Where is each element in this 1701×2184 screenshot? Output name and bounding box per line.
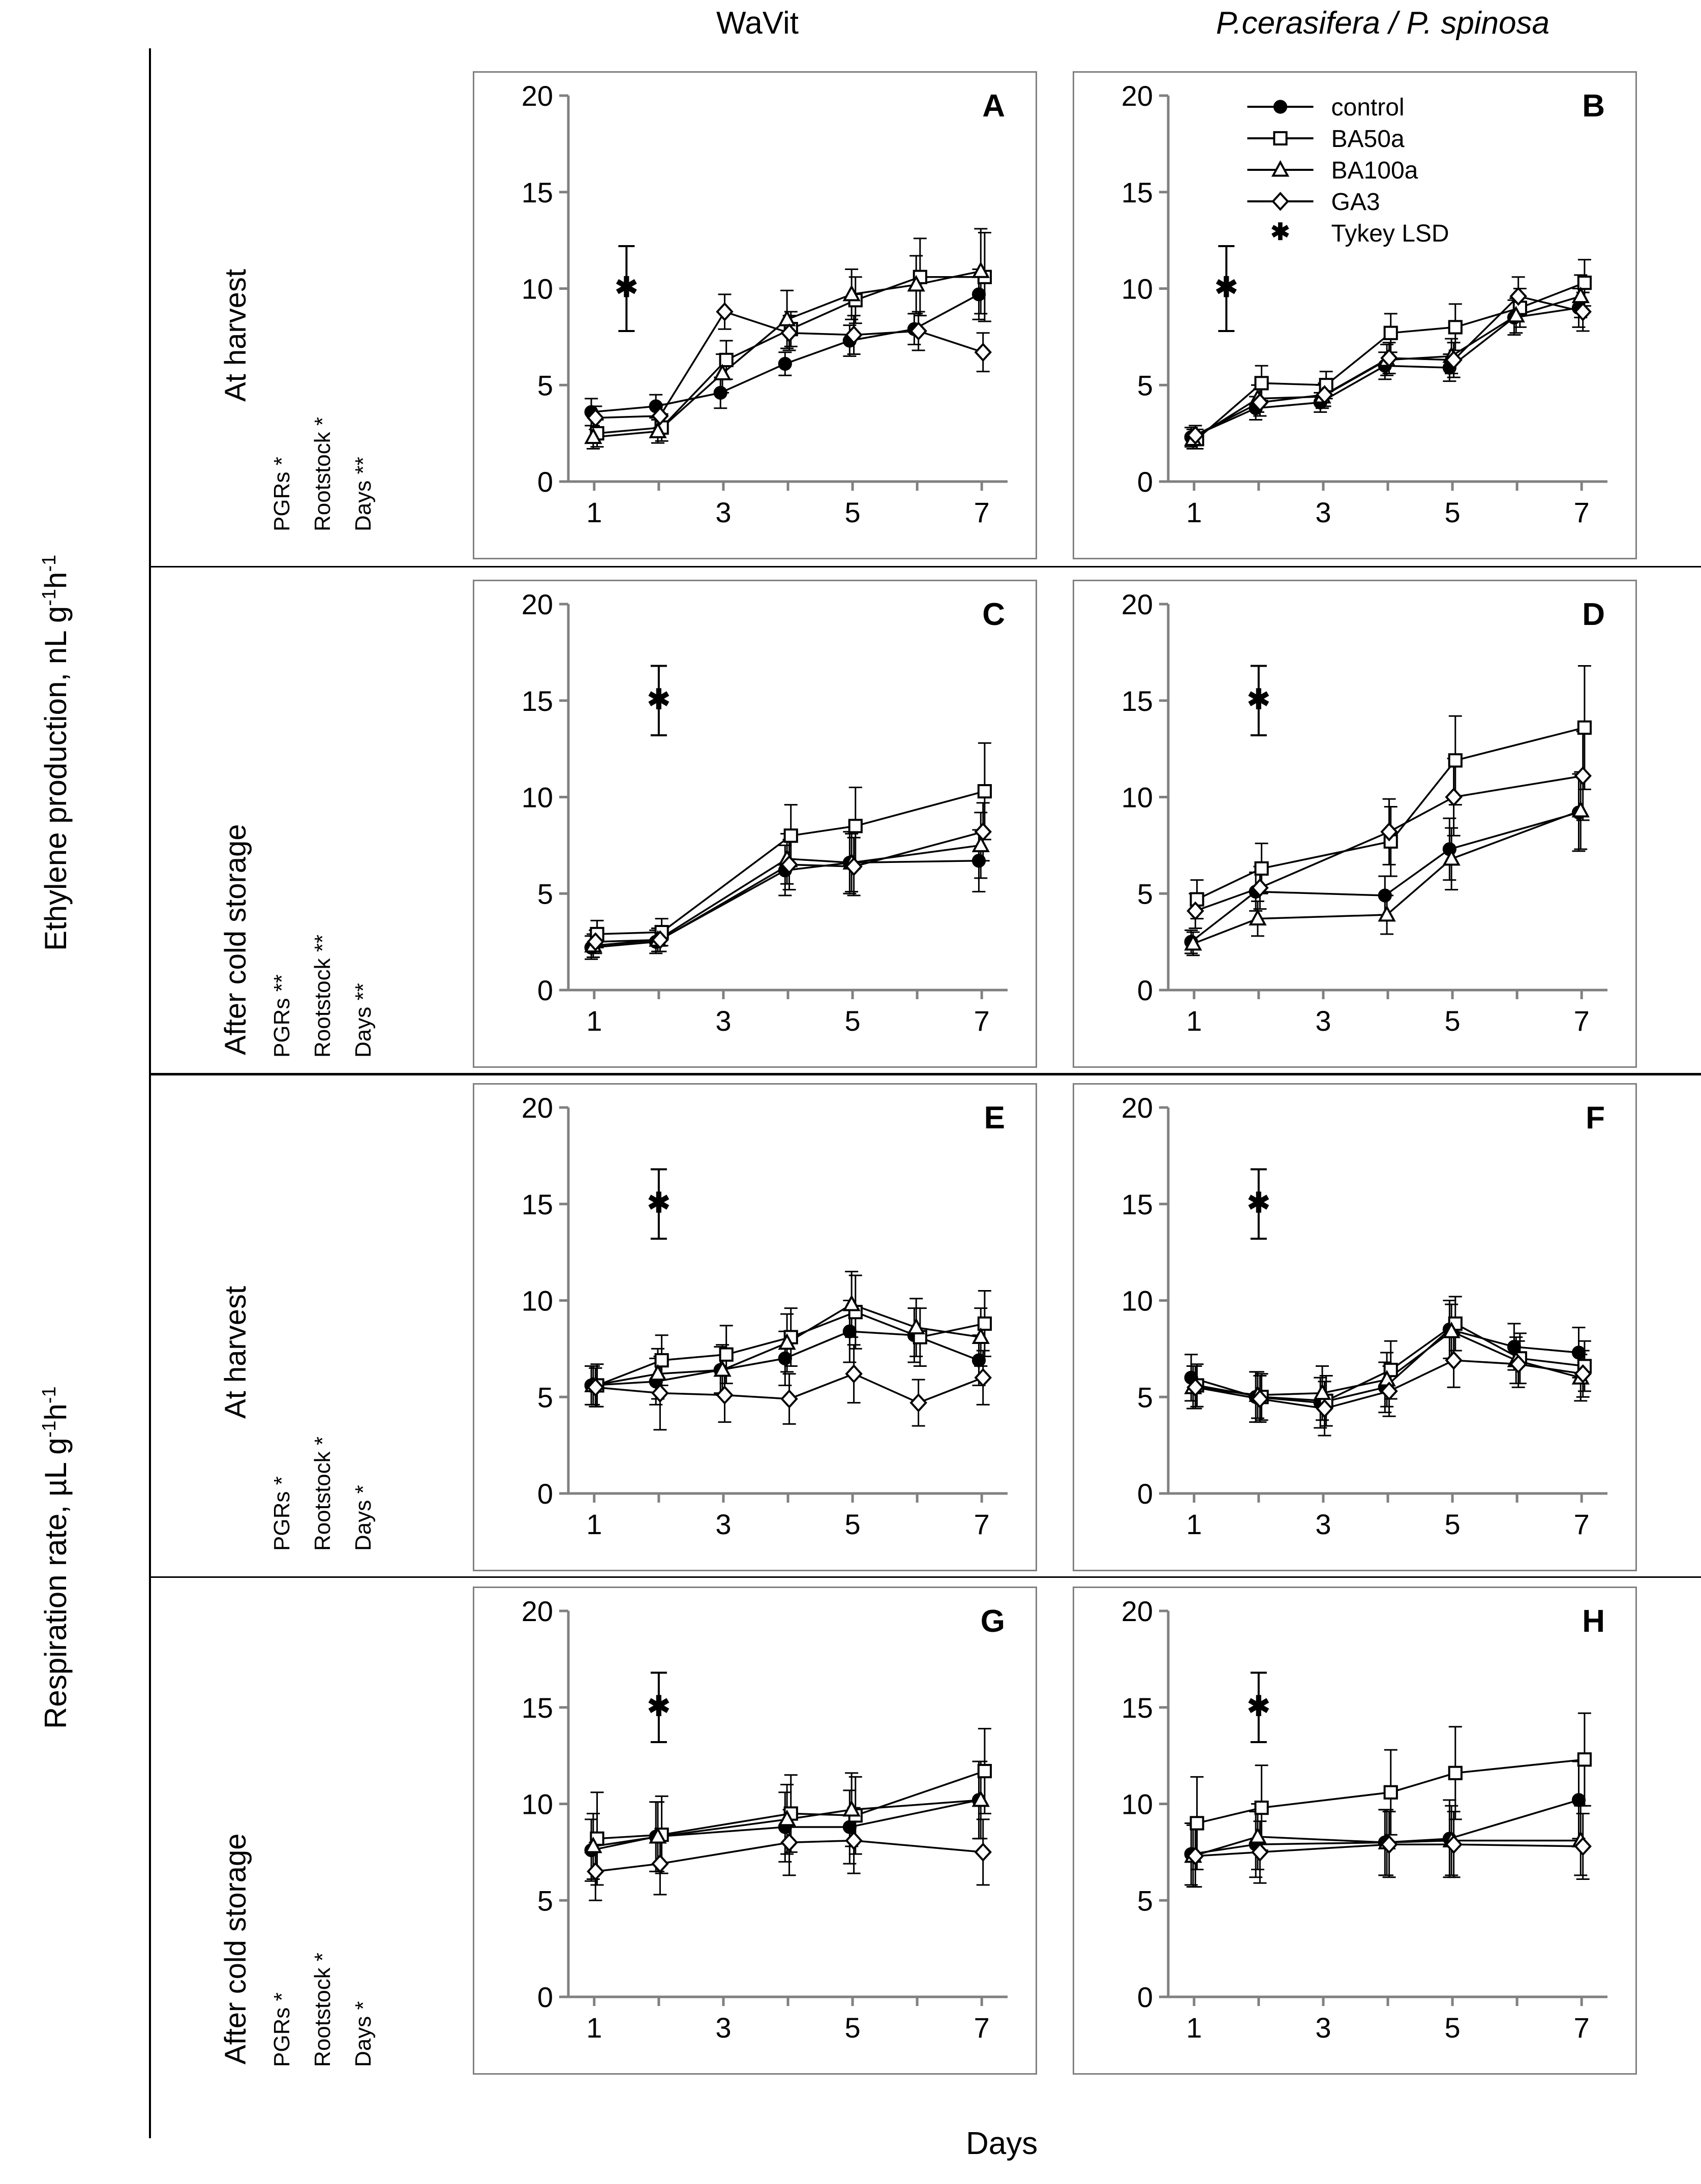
svg-text:✱: ✱: [1247, 683, 1270, 715]
chart-svg-D: [1074, 581, 1635, 1066]
svg-text:5: 5: [537, 878, 553, 910]
svg-text:10: 10: [521, 1788, 553, 1820]
y-axis-title-respiration: Respiration rate, µL $g^{-1}h^{-1}$: [39, 1386, 73, 1729]
panel-F: [1073, 1083, 1637, 1571]
svg-text:GA3: GA3: [1331, 189, 1380, 216]
svg-text:20: 20: [1121, 80, 1153, 112]
svg-text:5: 5: [1137, 369, 1153, 402]
svg-text:20: 20: [521, 1092, 553, 1124]
svg-text:15: 15: [1121, 1188, 1153, 1220]
svg-text:5: 5: [844, 496, 861, 528]
svg-text:0: 0: [537, 466, 553, 498]
sig-1-days: Days **: [351, 983, 376, 1058]
svg-text:1: 1: [586, 1508, 602, 1540]
y-axis-title-ethylene: Ethylene production, nL $g^{-1}h^{-1}$: [39, 554, 73, 951]
svg-text:1: 1: [1186, 1005, 1202, 1037]
svg-text:✱: ✱: [647, 1187, 671, 1218]
svg-text:10: 10: [1121, 1788, 1153, 1820]
vertical-divider: [149, 48, 151, 2138]
svg-text:5: 5: [1444, 2012, 1461, 2044]
row-label-2: At harvest: [219, 1285, 252, 1419]
column-title-wavit: WaVit: [716, 6, 799, 41]
svg-text:Tykey LSD: Tykey LSD: [1331, 220, 1449, 247]
svg-text:7: 7: [1573, 496, 1590, 528]
svg-text:0: 0: [537, 1478, 553, 1510]
panel-letter-G: G: [980, 1604, 1005, 1639]
svg-text:5: 5: [537, 369, 553, 402]
svg-text:✱: ✱: [647, 1690, 671, 1722]
panel-C: [473, 580, 1037, 1068]
svg-text:20: 20: [521, 1595, 553, 1627]
chart-svg-B: [1074, 73, 1635, 558]
svg-text:10: 10: [521, 1284, 553, 1317]
svg-text:3: 3: [1315, 496, 1331, 528]
svg-text:✱: ✱: [1214, 272, 1238, 303]
svg-text:control: control: [1331, 94, 1405, 121]
svg-text:0: 0: [537, 974, 553, 1006]
svg-text:3: 3: [715, 2012, 732, 2044]
svg-text:0: 0: [537, 1981, 553, 2013]
svg-text:0: 0: [1137, 1981, 1153, 2013]
column-title-pcerasifera: P.cerasifera / P. spinosa: [1216, 6, 1550, 41]
y-axis-title-respiration-text: Respiration rate, µL g: [39, 1438, 73, 1729]
chart-svg-G: [474, 1588, 1036, 2073]
horizontal-divider-3: [149, 1576, 1701, 1578]
chart-svg-E: [474, 1085, 1036, 1570]
svg-text:5: 5: [844, 2012, 861, 2044]
svg-text:3: 3: [715, 496, 732, 528]
svg-text:10: 10: [1121, 273, 1153, 305]
horizontal-divider-1: [149, 566, 1701, 567]
chart-svg-F: [1074, 1085, 1635, 1570]
svg-text:5: 5: [1444, 1508, 1461, 1540]
svg-text:7: 7: [974, 1508, 990, 1540]
svg-text:15: 15: [521, 176, 553, 208]
svg-text:5: 5: [1137, 1381, 1153, 1414]
svg-text:5: 5: [844, 1005, 861, 1037]
svg-text:✱: ✱: [1270, 218, 1290, 245]
x-axis-title: Days: [966, 2126, 1038, 2161]
svg-text:15: 15: [1121, 176, 1153, 208]
sig-1-pgrs: PGRs **: [269, 974, 294, 1058]
panel-letter-F: F: [1586, 1100, 1605, 1135]
svg-text:1: 1: [1186, 1508, 1202, 1540]
svg-text:5: 5: [537, 1884, 553, 1917]
sig-1-rootstock: Rootstock **: [310, 934, 335, 1058]
svg-text:7: 7: [974, 496, 990, 528]
svg-text:3: 3: [1315, 1005, 1331, 1037]
chart-svg-A: [474, 73, 1036, 558]
svg-text:1: 1: [1186, 496, 1202, 528]
svg-text:0: 0: [1137, 1478, 1153, 1510]
panel-D: [1073, 580, 1637, 1068]
svg-text:10: 10: [521, 273, 553, 305]
panel-A: [473, 71, 1037, 559]
chart-svg-H: [1074, 1588, 1635, 2073]
svg-text:✱: ✱: [1247, 1187, 1270, 1218]
svg-text:7: 7: [1573, 1508, 1590, 1540]
svg-text:7: 7: [1573, 2012, 1590, 2044]
svg-text:BA100a: BA100a: [1331, 157, 1418, 184]
svg-text:20: 20: [521, 80, 553, 112]
svg-text:1: 1: [1186, 2012, 1202, 2044]
sig-0-pgrs: PGRs *: [269, 457, 294, 531]
svg-text:15: 15: [521, 1691, 553, 1724]
svg-text:5: 5: [537, 1381, 553, 1414]
svg-text:20: 20: [1121, 1595, 1153, 1627]
sig-2-pgrs: PGRs *: [269, 1476, 294, 1551]
sig-3-rootstock: Rootstock *: [310, 1953, 335, 2067]
panel-letter-B: B: [1582, 88, 1605, 124]
svg-text:20: 20: [521, 588, 553, 620]
svg-text:10: 10: [1121, 781, 1153, 814]
svg-text:5: 5: [1137, 1884, 1153, 1917]
svg-text:15: 15: [1121, 684, 1153, 717]
horizontal-divider-mid: [149, 1073, 1701, 1075]
svg-text:10: 10: [521, 781, 553, 814]
row-label-1: After cold storage: [219, 824, 252, 1055]
sig-2-days: Days *: [351, 1485, 376, 1551]
svg-text:20: 20: [1121, 588, 1153, 620]
svg-text:20: 20: [1121, 1092, 1153, 1124]
svg-text:7: 7: [1573, 1005, 1590, 1037]
svg-text:✱: ✱: [615, 272, 639, 303]
panel-B: [1073, 71, 1637, 559]
panel-letter-H: H: [1582, 1604, 1605, 1639]
svg-text:BA50a: BA50a: [1331, 126, 1405, 153]
svg-text:15: 15: [1121, 1691, 1153, 1724]
sig-3-pgrs: PGRs *: [269, 1992, 294, 2067]
sig-0-days: Days **: [351, 457, 376, 531]
svg-text:5: 5: [844, 1508, 861, 1540]
sig-3-days: Days *: [351, 2001, 376, 2067]
svg-text:3: 3: [1315, 1508, 1331, 1540]
panel-H: [1073, 1587, 1637, 2075]
panel-letter-D: D: [1582, 597, 1605, 632]
svg-text:0: 0: [1137, 974, 1153, 1006]
chart-svg-C: [474, 581, 1036, 1066]
svg-text:7: 7: [974, 2012, 990, 2044]
svg-text:1: 1: [586, 1005, 602, 1037]
panel-E: [473, 1083, 1037, 1571]
svg-text:5: 5: [1137, 878, 1153, 910]
panel-letter-C: C: [982, 597, 1005, 632]
svg-text:3: 3: [715, 1508, 732, 1540]
panel-G: [473, 1587, 1037, 2075]
svg-text:3: 3: [715, 1005, 732, 1037]
svg-text:10: 10: [1121, 1284, 1153, 1317]
y-axis-title-ethylene-text: Ethylene production, nL g: [39, 606, 73, 951]
svg-text:0: 0: [1137, 466, 1153, 498]
sig-0-rootstock: Rootstock *: [310, 417, 335, 531]
svg-text:✱: ✱: [647, 683, 671, 715]
svg-text:3: 3: [1315, 2012, 1331, 2044]
svg-text:1: 1: [586, 2012, 602, 2044]
svg-text:1: 1: [586, 496, 602, 528]
svg-text:7: 7: [974, 1005, 990, 1037]
panel-letter-A: A: [982, 88, 1005, 124]
svg-text:5: 5: [1444, 496, 1461, 528]
svg-text:5: 5: [1444, 1005, 1461, 1037]
sig-2-rootstock: Rootstock *: [310, 1437, 335, 1551]
svg-text:15: 15: [521, 1188, 553, 1220]
row-label-3: After cold storage: [219, 1833, 252, 2065]
panel-letter-E: E: [984, 1100, 1005, 1135]
svg-text:✱: ✱: [1247, 1690, 1270, 1722]
svg-text:15: 15: [521, 684, 553, 717]
row-label-0: At harvest: [219, 268, 252, 402]
